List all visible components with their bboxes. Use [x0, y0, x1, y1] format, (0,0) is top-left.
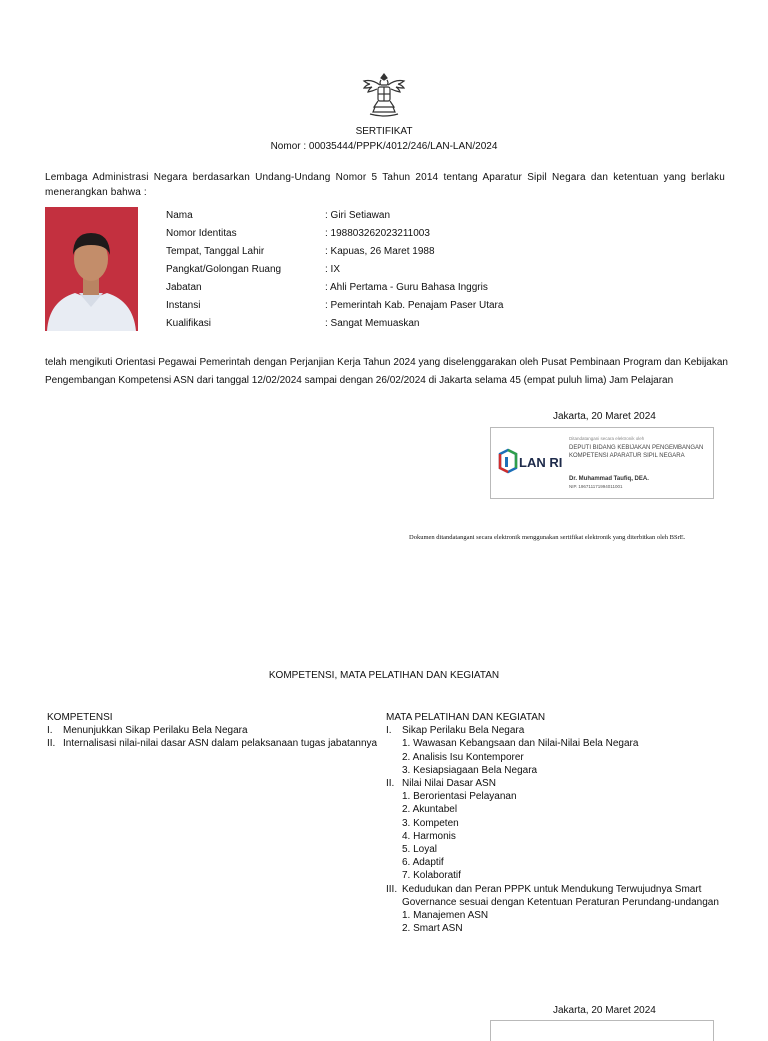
sub-item: 3. Kompeten: [402, 817, 459, 829]
field-label: Jabatan: [166, 282, 202, 293]
sub-item: 7. Kolaboratif: [402, 870, 461, 882]
list-item: [386, 724, 746, 737]
field-value: : Sangat Memuaskan: [325, 318, 420, 329]
sub-item: 6. Adaptif: [402, 857, 444, 869]
field-label: Kualifikasi: [166, 318, 212, 329]
mata-pelatihan-column: [386, 711, 746, 935]
signing-date: Jakarta, 20 Maret 2024: [553, 411, 656, 422]
completion-paragraph: telah mengikuti Orientasi Pegawai Pemerintah dengan Perjanjian Kerja Tahun 2024 yang diselenggarakan oleh Pusat Pembinaan Program dan Kebijakan Pengembangan Kompetensi ASN dari tanggal 12/02/2024 sampai dengan 26/02/2024 di Jakarta selama 45 (empat puluh lima) Jam Pelajaran: [45, 357, 728, 386]
item-number: III.: [386, 883, 398, 895]
kompetensi-column: [47, 711, 377, 751]
field-label: Tempat, Tanggal Lahir: [166, 246, 265, 257]
field-value: : 198803262023211003: [325, 228, 430, 239]
field-value: : IX: [325, 264, 341, 275]
list-item: [386, 883, 746, 896]
signatory-nip: NIP. 196711171994011001: [569, 484, 623, 489]
field-label: Nomor Identitas: [166, 228, 237, 239]
item-number: II.: [386, 778, 395, 790]
participant-photo: [45, 207, 138, 331]
sub-item: 5. Loyal: [402, 844, 438, 856]
item-number: II.: [47, 738, 56, 750]
signatory-name: Dr. Muhammad Taufiq, DEA.: [569, 476, 649, 482]
electronic-signature-box-page2: [490, 1020, 714, 1041]
list-item: [47, 724, 377, 737]
certificate-title: SERTIFIKAT: [355, 126, 413, 137]
field-value: : Ahli Pertama - Guru Bahasa Inggris: [325, 282, 488, 293]
electronic-signature-box: [490, 427, 714, 499]
lan-ri-logo-icon: [497, 448, 565, 478]
signature-note: Ditandatangani secara elektronik oleh: [569, 436, 645, 441]
item-text-continued: Governance sesuai dengan Ketentuan Peraturan Perundang-undangan: [402, 896, 719, 908]
sub-item: 4. Harmonis: [402, 830, 456, 842]
certificate-number: Nomor : 00035444/PPPK/4012/246/LAN-LAN/2024: [270, 141, 498, 152]
bsre-footnote: Dokumen ditandatangani secara elektronik menggunakan sertifikat elektronik yang diterbitkan oleh BSrE.: [409, 534, 686, 541]
item-number: I.: [386, 725, 392, 737]
sub-item: 3. Kesiapsiagaan Bela Negara: [402, 764, 538, 776]
field-label: Instansi: [166, 300, 201, 311]
garuda-emblem-icon: [358, 70, 410, 122]
item-text: Kedudukan dan Peran PPPK untuk Mendukung Terwujudnya Smart: [402, 883, 702, 895]
sub-item: 2. Analisis Isu Kontemporer: [402, 751, 524, 763]
field-value: : Pemerintah Kab. Penajam Paser Utara: [325, 300, 504, 311]
list-item: [386, 777, 746, 790]
item-text: Nilai Nilai Dasar ASN: [402, 778, 496, 790]
field-label: Nama: [166, 210, 193, 221]
kompetensi-title: KOMPETENSI: [47, 712, 113, 723]
sub-item: 1. Wawasan Kebangsaan dan Nilai-Nilai Bela Negara: [402, 738, 639, 750]
field-value: : Kapuas, 26 Maret 1988: [325, 246, 435, 257]
signing-date-page2: Jakarta, 20 Maret 2024: [553, 1005, 656, 1016]
item-text: Internalisasi nilai-nilai dasar ASN dalam pelaksanaan tugas jabatannya: [63, 738, 378, 750]
signature-department: DEPUTI BIDANG KEBIJAKAN PENGEMBANGAN KOMPETENSI APARATUR SIPIL NEGARA: [569, 445, 704, 459]
lan-ri-logo-text: LAN RI: [519, 455, 563, 470]
item-number: I.: [47, 725, 53, 737]
item-text: Menunjukkan Sikap Perilaku Bela Negara: [63, 725, 248, 737]
list-item: [47, 737, 377, 750]
mata-pelatihan-title: MATA PELATIHAN DAN KEGIATAN: [386, 712, 546, 723]
field-label: Pangkat/Golongan Ruang: [166, 264, 282, 275]
intro-paragraph: Lembaga Administrasi Negara berdasarkan Undang-Undang Nomor 5 Tahun 2014 tentang Aparatur Sipil Negara dan ketentuan yang berlaku menerangkan bahwa :: [45, 172, 725, 198]
sub-item: 1. Manajemen ASN: [402, 910, 489, 922]
sub-item: 2. Akuntabel: [402, 804, 458, 816]
field-value: : Giri Setiawan: [325, 210, 391, 221]
item-text: Sikap Perilaku Bela Negara: [402, 725, 525, 737]
sub-item: 1. Berorientasi Pelayanan: [402, 791, 517, 803]
competency-heading: KOMPETENSI, MATA PELATIHAN DAN KEGIATAN: [268, 670, 500, 681]
sub-item: 2. Smart ASN: [402, 923, 463, 935]
